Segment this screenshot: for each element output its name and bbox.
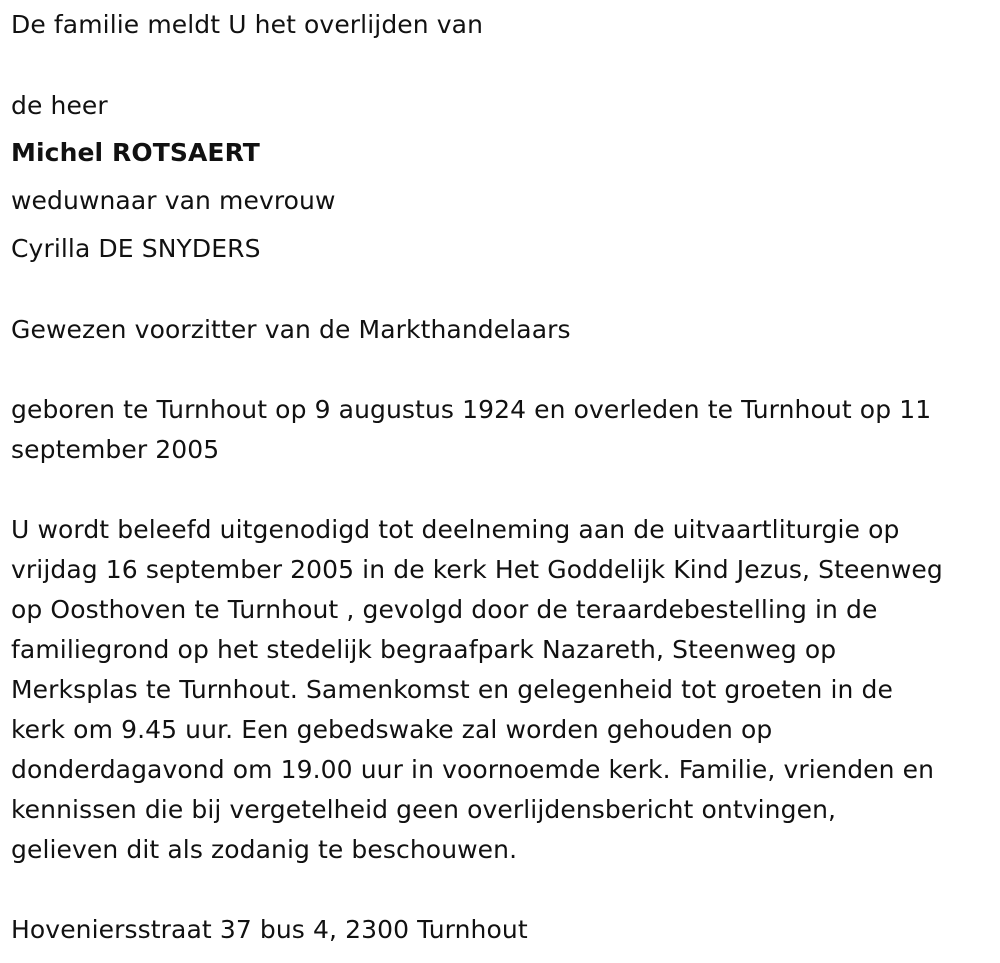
spouse-name: Cyrilla DE SNYDERS <box>11 234 261 263</box>
funeral-line-6: kerk om 9.45 uur. Een gebedswake zal worden gehouden op <box>11 715 773 744</box>
funeral-line-3: op Oosthoven te Turnhout , gevolgd door de teraardebestelling in de <box>11 595 878 624</box>
funeral-line-5: Merksplas te Turnhout. Samenkomst en gelegenheid tot groeten in de <box>11 675 893 704</box>
funeral-line-4: familiegrond op het stedelijk begraafpark Nazareth, Steenweg op <box>11 635 837 664</box>
funeral-line-8: kennissen die bij vergetelheid geen overlijdensbericht ontvingen, <box>11 795 837 824</box>
intro-text: De familie meldt U het overlijden van <box>11 10 484 39</box>
funeral-line-9: gelieven dit als zodanig te beschouwen. <box>11 835 518 864</box>
funeral-line-1: U wordt beleefd uitgenodigd tot deelneming aan de uitvaartliturgie op <box>11 515 900 544</box>
title-text: de heer <box>11 91 108 120</box>
address-text: Hoveniersstraat 37 bus 4, 2300 Turnhout <box>11 915 528 944</box>
role-text: Gewezen voorzitter van de Markthandelaars <box>11 315 571 344</box>
funeral-line-7: donderdagavond om 19.00 uur in voornoemde kerk. Familie, vrienden en <box>11 755 935 784</box>
birth-death-line-1: geboren te Turnhout op 9 augustus 1924 en overleden te Turnhout op 11 <box>11 395 932 424</box>
birth-death-line-2: september 2005 <box>11 435 220 464</box>
relation-text: weduwnaar van mevrouw <box>11 186 336 215</box>
deceased-name: Michel ROTSAERT <box>11 138 260 167</box>
funeral-line-2: vrijdag 16 september 2005 in de kerk Het Goddelijk Kind Jezus, Steenweg <box>11 555 943 584</box>
